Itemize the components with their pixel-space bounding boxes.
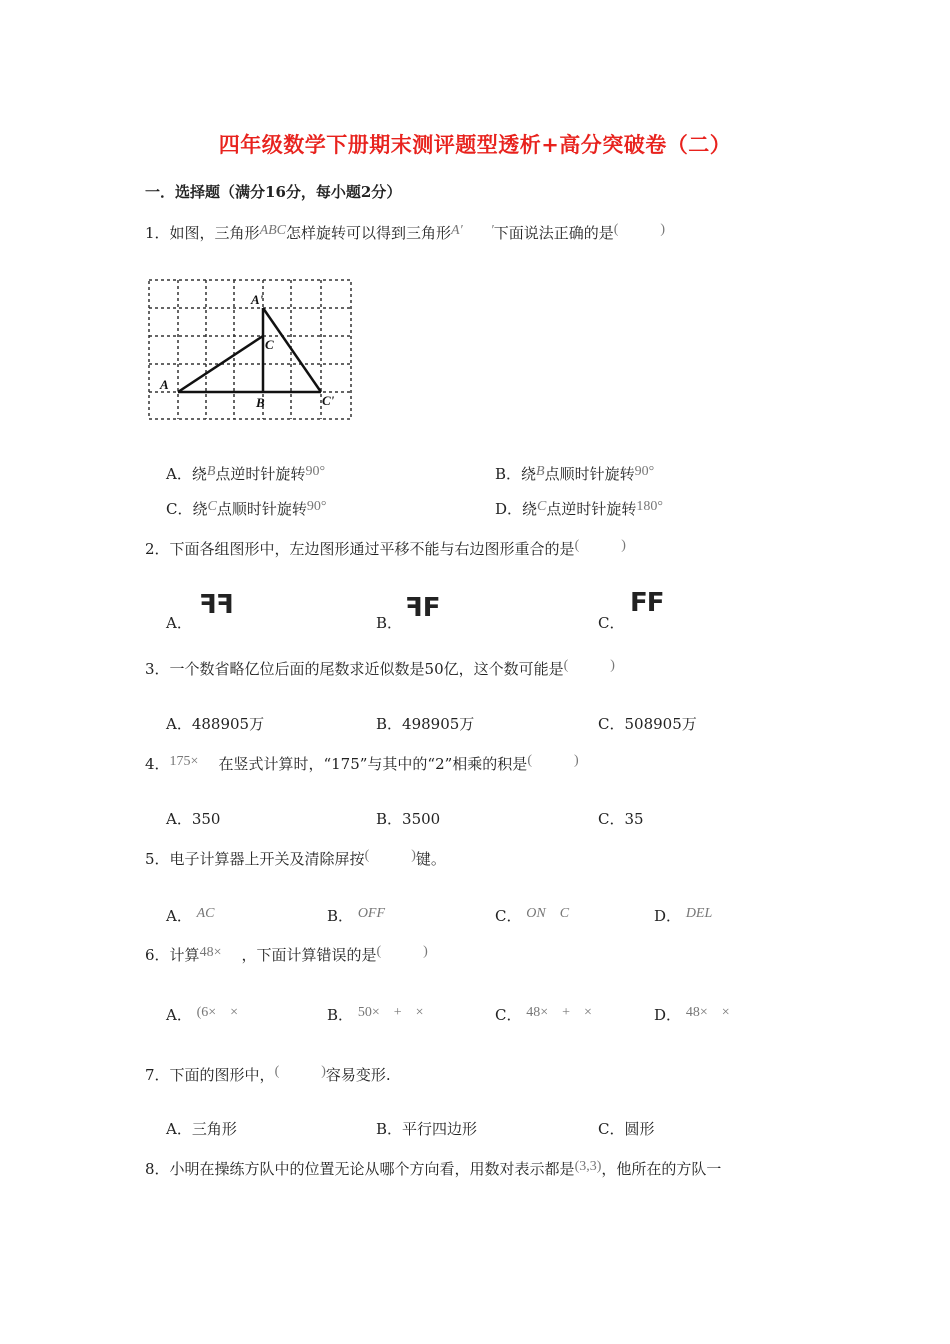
option-c[interactable]: C． 48× + × bbox=[495, 1005, 592, 1024]
triangle-rotation-figure bbox=[146, 277, 356, 425]
option-b[interactable]: B． 50× + × bbox=[327, 1005, 424, 1024]
question-3: 3．一个数省略亿位后面的尾数求近似数是50亿，这个数可能是( ) bbox=[145, 658, 615, 678]
option-a[interactable]: A． (6× × bbox=[166, 1005, 239, 1024]
answer-blank[interactable]: ( ) bbox=[274, 1064, 326, 1079]
option-a[interactable]: A．绕B点逆时针旋转90° bbox=[166, 464, 326, 483]
option-a[interactable]: A． bbox=[166, 614, 192, 632]
option-c[interactable]: C．35 bbox=[598, 810, 644, 828]
option-c[interactable]: C．508905万 bbox=[598, 715, 697, 733]
question-5: 5．电子计算器上开关及清除屏按( )键。 bbox=[145, 848, 446, 868]
answer-blank[interactable]: ( ) bbox=[527, 753, 579, 768]
f-shape-pair-b: FF bbox=[406, 593, 440, 623]
option-c[interactable]: C．绕C点顺时针旋转90° bbox=[166, 499, 327, 518]
option-a[interactable]: A．三角形 bbox=[166, 1120, 237, 1138]
figure-label: B bbox=[256, 395, 265, 410]
question-number: 1． bbox=[145, 224, 170, 242]
section-heading: 一．选择题（满分16分，每小题2分） bbox=[145, 183, 402, 201]
answer-blank[interactable]: ( ) bbox=[364, 848, 416, 863]
question-2: 2．下面各组图形中，左边图形通过平移不能与右边图形重合的是( ) bbox=[145, 538, 626, 558]
question-6: 6．计算48× ，下面计算错误的是( ) bbox=[145, 944, 428, 964]
question-8: 8．小明在操练方队中的位置无论从哪个方向看，用数对表示都是(3,3)，他所在的方队一 bbox=[145, 1159, 722, 1178]
option-b[interactable]: B．498905万 bbox=[376, 715, 475, 733]
figure-label: A bbox=[160, 377, 169, 392]
option-d[interactable]: D． DEL bbox=[654, 906, 713, 925]
question-4: 4．175× 在竖式计算时，“175”与其中的“2”相乘的积是( ) bbox=[145, 753, 579, 773]
page-title: 四年级数学下册期末测评题型透析+高分突破卷（二） bbox=[218, 132, 732, 157]
answer-blank[interactable]: ( ) bbox=[574, 538, 626, 553]
figure-label: C bbox=[265, 337, 274, 352]
option-b[interactable]: B． bbox=[376, 614, 403, 632]
figure-label: A' bbox=[251, 292, 264, 307]
f-shape-pair-c: FF bbox=[630, 588, 664, 618]
question-1: 1．如图，三角形ABC怎样旋转可以得到三角形A′ ′下面说法正确的是( ) bbox=[145, 222, 666, 242]
option-b[interactable]: B．平行四边形 bbox=[376, 1120, 478, 1138]
option-c[interactable]: C．圆形 bbox=[598, 1120, 655, 1138]
option-d[interactable]: D． 48× × bbox=[654, 1005, 730, 1024]
option-b[interactable]: B．3500 bbox=[376, 810, 441, 828]
option-a[interactable]: A．350 bbox=[166, 810, 221, 828]
answer-blank[interactable]: ( ) bbox=[613, 222, 666, 237]
option-d[interactable]: D．绕C点逆时针旋转180° bbox=[495, 499, 664, 518]
option-a[interactable]: A． AC bbox=[166, 906, 215, 925]
option-c[interactable]: C． ON C bbox=[495, 906, 570, 925]
answer-blank[interactable]: ( ) bbox=[376, 944, 428, 959]
option-b[interactable]: B．绕B点顺时针旋转90° bbox=[495, 464, 655, 483]
option-a[interactable]: A．488905万 bbox=[166, 715, 265, 733]
question-7: 7．下面的图形中，( )容易变形. bbox=[145, 1064, 391, 1084]
figure-label: C' bbox=[322, 393, 335, 408]
option-c[interactable]: C． bbox=[598, 614, 625, 632]
f-shape-pair-a: FF bbox=[200, 590, 234, 620]
option-b[interactable]: B． OFF bbox=[327, 906, 386, 925]
answer-blank[interactable]: ( ) bbox=[563, 658, 615, 673]
